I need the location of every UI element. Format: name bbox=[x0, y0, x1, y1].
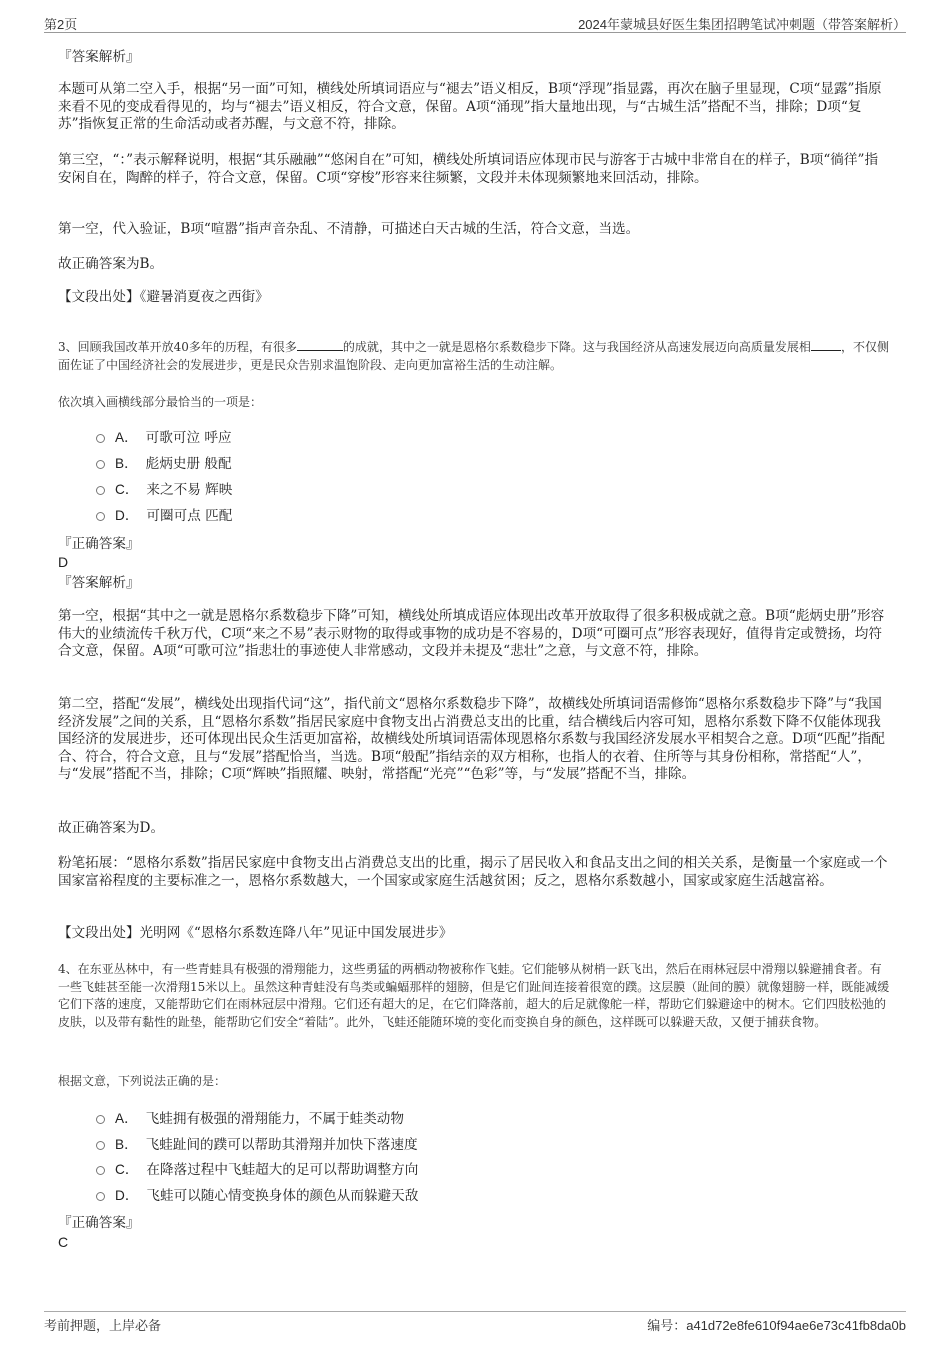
q2-analysis-para2: 第三空，“：”表示解释说明，根据“其乐融融”“悠闲自在”可知，横线处所填词语应体现市民与游客于古城中非常自在的样子，B项“徜徉”指安闲自在，陶醉的样子，符合文意，保留。C项“穿梭”形容来往频繁，文段并未体现频繁地来回活动，排除。 bbox=[58, 152, 879, 186]
q3-correct-answer: D bbox=[58, 554, 69, 570]
radio-icon[interactable] bbox=[96, 460, 105, 469]
q4-option-c[interactable] bbox=[96, 1161, 418, 1179]
q3-option-a[interactable] bbox=[96, 429, 232, 447]
footer-slogan: 考前押题，上岸必备 bbox=[44, 1318, 162, 1333]
q3-stem-part1: 3、回顾我国改革开放40多年的历程，有很多 bbox=[58, 340, 297, 354]
q3-stem-part3: 相 bbox=[798, 340, 811, 354]
page-header bbox=[44, 14, 906, 32]
q3-blank-1 bbox=[297, 350, 343, 351]
radio-icon[interactable] bbox=[96, 1192, 105, 1201]
option-text: 飞蛙趾间的蹼可以帮助其滑翔并加快下落速度 bbox=[145, 1137, 418, 1153]
radio-icon[interactable] bbox=[96, 1141, 105, 1150]
q3-stem bbox=[58, 339, 890, 374]
footer-code-label: 编号： bbox=[647, 1318, 687, 1333]
q2-analysis-label: 『答案解析』 bbox=[58, 49, 140, 65]
option-key: C． bbox=[115, 482, 139, 497]
q3-stem-part4: ，不仅侧面佐证了中国经济社会的发展进步，更是民众告别求温饱阶段、走向更加富裕生活的生动注解。 bbox=[58, 340, 889, 372]
q2-analysis-para1: 本题可从第二空入手，根据“另一面”可知，横线处所填词语应与“褪去”语义相反，B项“浮现”指显露，再次在脑子里显现，C项“显露”指原来看不见的变成看得见的，均与“褪去”语义相反，符合文意，保留。A项“涌现”指大量地出现，与“古城生活”搭配不当，排除；D项“复苏”指恢复正常的生命活动或者苏醒，与文意不符，排除。 bbox=[58, 81, 882, 132]
option-key: B． bbox=[115, 1137, 138, 1152]
header-divider bbox=[44, 32, 906, 33]
document-title: 2024年蒙城县好医生集团招聘笔试冲刺题（带答案解析） bbox=[578, 17, 906, 32]
footer-code-value: a41d72e8fe610f94ae6e73c41fb8da0b bbox=[686, 1318, 906, 1333]
q4-prompt: 根据文意，下列说法正确的是： bbox=[58, 1074, 227, 1088]
radio-icon[interactable] bbox=[96, 486, 105, 495]
q4-correct-label: 『正确答案』 bbox=[58, 1215, 140, 1231]
q3-prompt: 依次填入画横线部分最恰当的一项是： bbox=[58, 395, 263, 409]
option-key: B． bbox=[115, 456, 138, 471]
option-text: 可歌可泣 呼应 bbox=[145, 430, 232, 446]
q3-option-d[interactable] bbox=[96, 507, 232, 525]
radio-icon[interactable] bbox=[96, 434, 105, 443]
q3-option-c[interactable] bbox=[96, 481, 232, 499]
page-footer bbox=[44, 1315, 906, 1334]
q3-source: 【文段出处】光明网《“恩格尔系数连降八年”见证中国发展进步》 bbox=[58, 925, 453, 941]
option-text: 彪炳史册 般配 bbox=[145, 456, 232, 472]
q3-conclusion: 故正确答案为D。 bbox=[58, 820, 165, 836]
q3-stem-part2: 的成就，其中之一就是恩格尔系数稳步下降。这与我国经济从高速发展迈向高质量发展 bbox=[342, 340, 799, 354]
radio-icon[interactable] bbox=[96, 512, 105, 521]
option-key: A． bbox=[115, 430, 138, 445]
q4-stem: 4、在东亚丛林中，有一些青蛙具有极强的滑翔能力，这些勇猛的两栖动物被称作飞蛙。它们能够从树梢一跃飞出，然后在雨林冠层中滑翔以躲避捕食者。有一些飞蛙甚至能一次滑翔15米以上。虽然这种青蛙没有鸟类或蝙蝠那样的翅膀，但是它们趾间连接着很宽的蹼。这层膜（趾间的膜）就像翅膀一样，既能减缓它们下落的速度，又能帮助它们在雨林冠层中滑翔。它们还有超大的足，在它们降落前，超大的后足就像舵一样，帮助它们躲避途中的树木。它们四肢松弛的皮肤，以及带有黏性的趾垫，能帮助它们安全“着陆”。此外，飞蛙还能随环境的变化而变换自身的颜色，这样既可以躲避天敌，又便于捕获食物。 bbox=[58, 962, 890, 1029]
page-number: 第2页 bbox=[44, 17, 78, 32]
q3-correct-label: 『正确答案』 bbox=[58, 536, 140, 552]
q2-analysis-para3: 第一空，代入验证，B项“喧嚣”指声音杂乱、不清静，可描述白天古城的生活，符合文意，当选。 bbox=[58, 221, 640, 237]
option-text: 飞蛙拥有极强的滑翔能力，不属于蛙类动物 bbox=[145, 1111, 404, 1127]
option-key: C． bbox=[115, 1162, 139, 1177]
radio-icon[interactable] bbox=[96, 1166, 105, 1175]
q3-analysis-label: 『答案解析』 bbox=[58, 575, 140, 591]
option-key: D． bbox=[115, 508, 139, 523]
q3-blank-2 bbox=[811, 350, 841, 351]
radio-icon[interactable] bbox=[96, 1115, 105, 1124]
footer-divider bbox=[44, 1311, 906, 1312]
option-key: A． bbox=[115, 1111, 138, 1126]
q3-analysis-para1: 第一空，根据“其中之一就是恩格尔系数稳步下降”可知，横线处所填成语应体现出改革开放取得了很多积极成就之意。B项“彪炳史册”形容伟大的业绩流传千秋万代，C项“来之不易”表示财物的取得或事物的成功是不容易的，D项“可圈可点”形容表现好，值得肯定或赞扬，均符合文意，保留。A项“可歌可泣”指悲壮的事迹使人非常感动，文段并未提及“悲壮”之意，与文意不符，排除。 bbox=[58, 608, 885, 659]
q2-source: 【文段出处】《避暑消夏夜之西街》 bbox=[58, 289, 269, 305]
q4-option-a[interactable] bbox=[96, 1110, 404, 1128]
q3-extension: 粉笔拓展：“恩格尔系数”指居民家庭中食物支出占消费总支出的比重，揭示了居民收入和食品支出之间的相关关系，是衡量一个家庭或一个国家富裕程度的主要标准之一，恩格尔系数越大，一个国家或家庭生活越贫困；反之，恩格尔系数越小，国家或家庭生活越富裕。 bbox=[58, 855, 888, 889]
option-text: 来之不易 辉映 bbox=[146, 482, 233, 498]
q4-option-d[interactable] bbox=[96, 1187, 418, 1205]
q4-correct-answer: C bbox=[58, 1234, 69, 1250]
option-text: 在降落过程中飞蛙超大的足可以帮助调整方向 bbox=[146, 1162, 419, 1178]
option-key: D． bbox=[115, 1188, 139, 1203]
q3-option-b[interactable] bbox=[96, 455, 232, 473]
q2-conclusion: 故正确答案为B。 bbox=[58, 256, 164, 272]
q4-option-b[interactable] bbox=[96, 1136, 418, 1154]
footer-code bbox=[647, 1315, 906, 1334]
option-text: 飞蛙可以随心情变换身体的颜色从而躲避天敌 bbox=[146, 1188, 419, 1204]
option-text: 可圈可点 匹配 bbox=[146, 508, 233, 524]
q3-analysis-para2: 第二空，搭配“发展”，横线处出现指代词“这”，指代前文“恩格尔系数稳步下降”，故横线处所填词语需修饰“恩格尔系数稳步下降”与“我国经济发展”之间的关系，且“恩格尔系数”指居民家庭中食物支出占消费总支出的比重，结合横线后内容可知，恩格尔系数下降不仅能体现我国经济的发展进步，还可体现出民众生活更加富裕，故横线处所填词语需体现恩格尔系数与我国经济发展水平相契合之意。D项“匹配”指配合、符合，符合文意，且与“发展”搭配恰当，当选。B项“般配”指结亲的双方相称，也指人的衣着、住所等与其身份相称，常搭配“人”，与“发展”搭配不当，排除；C项“辉映”指照耀、映射，常搭配“光亮”“色彩”等，与“发展”搭配不当，排除。 bbox=[58, 696, 885, 782]
